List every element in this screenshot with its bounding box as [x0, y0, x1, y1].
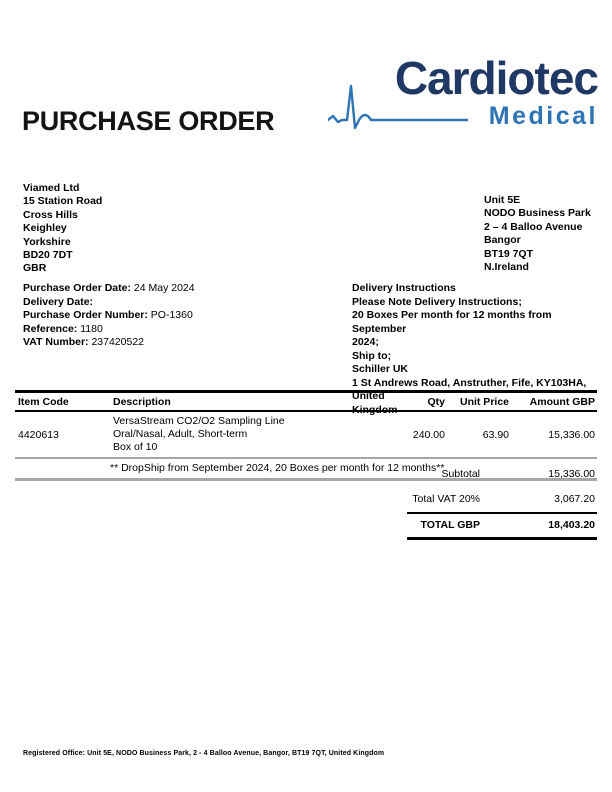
detail-row — [23, 323, 195, 337]
detail-label: Purchase Order Number: — [23, 309, 148, 321]
vendor-address-line: Keighley — [23, 222, 67, 235]
header-qty: Qty — [427, 396, 445, 408]
header-unit-price: Unit Price — [459, 396, 509, 408]
logo-name: Cardiotec — [394, 52, 598, 104]
vendor-address-line: Cross Hills — [23, 208, 78, 221]
delivery-line: Kingdom — [352, 403, 398, 416]
item-description-cell — [113, 415, 383, 455]
delivery-line: Please Note Delivery Instructions; — [352, 295, 522, 308]
totals-section — [407, 461, 597, 540]
detail-value: 1180 — [80, 322, 103, 335]
amount-cell: 15,336.00 — [548, 428, 595, 441]
header-description: Description — [113, 396, 171, 408]
vendor-address — [23, 182, 102, 276]
detail-label: VAT Number: — [23, 336, 89, 348]
item-code-cell: 4420613 — [18, 428, 59, 441]
description-line: VersaStream CO2/O2 Sampling Line — [113, 415, 285, 427]
header-item-code: Item Code — [18, 396, 69, 408]
vat-value: 3,067.20 — [554, 493, 595, 505]
grand-total-row — [407, 514, 597, 540]
page-title: PURCHASE ORDER — [22, 106, 275, 136]
subtotal-value: 15,336.00 — [548, 468, 595, 480]
logo-tagline: Medical — [488, 102, 598, 130]
subtotal-label: Subtotal — [441, 468, 480, 480]
dropship-note: ** DropShip from September 2024, 20 Boxes per month for 12 months** — [15, 457, 597, 481]
company-logo — [328, 52, 598, 140]
order-details — [23, 282, 195, 350]
qty-cell: 240.00 — [412, 428, 445, 441]
buyer-address-line: 2 – 4 Balloo Avenue — [484, 220, 583, 233]
detail-value: 24 May 2024 — [133, 282, 195, 294]
detail-row — [23, 296, 195, 310]
buyer-address-line: BT19 7QT — [484, 247, 534, 260]
registered-office-footer: Registered Office: Unit 5E, NODO Business Park, 2 - 4 Balloo Avenue, Bangor, BT19 7QT, United Kingdom — [23, 750, 385, 757]
delivery-line: Schiller UK — [352, 363, 409, 375]
detail-row — [23, 309, 195, 323]
detail-row — [23, 282, 195, 296]
unit-price-cell: 63.90 — [482, 428, 509, 441]
buyer-address-line: NODO Business Park — [484, 207, 591, 220]
detail-value: PO-1360 — [150, 309, 193, 321]
detail-row — [23, 336, 195, 350]
vendor-address-line: GBR — [23, 262, 47, 275]
description-line: Box of 10 — [113, 441, 158, 454]
vendor-address-line: BD20 7DT — [23, 249, 73, 262]
detail-label: Reference: — [23, 322, 78, 335]
table-row — [15, 412, 597, 457]
header-amount: Amount GBP — [529, 396, 595, 408]
delivery-line: 2024; — [352, 336, 379, 348]
detail-value: 237420522 — [91, 336, 145, 348]
subtotal-row — [407, 461, 597, 489]
detail-label: Purchase Order Date: — [23, 282, 131, 294]
vat-row — [407, 489, 597, 514]
vat-label: Total VAT 20% — [412, 493, 480, 505]
vendor-address-line: 15 Station Road — [23, 195, 103, 208]
buyer-address-line: Bangor — [484, 234, 521, 247]
delivery-line: Ship to; — [352, 349, 392, 362]
buyer-address — [484, 194, 591, 274]
buyer-address-line: N.Ireland — [484, 261, 529, 274]
delivery-line: Delivery Instructions — [352, 282, 456, 294]
table-header-row — [15, 390, 597, 412]
delivery-line: 1 St Andrews Road, Anstruther, Fife, KY103HA, United — [352, 376, 587, 402]
grand-total-value: 18,403.20 — [548, 519, 595, 531]
vendor-address-line: Yorkshire — [23, 235, 71, 248]
delivery-line: 20 Boxes Per month for 12 months from September — [352, 309, 552, 335]
description-line: Oral/Nasal, Adult, Short-term — [113, 428, 248, 441]
grand-total-label: TOTAL GBP — [420, 519, 480, 531]
detail-label: Delivery Date: — [23, 295, 94, 308]
buyer-address-line: Unit 5E — [484, 194, 521, 206]
vendor-address-line: Viamed Ltd — [23, 182, 80, 194]
